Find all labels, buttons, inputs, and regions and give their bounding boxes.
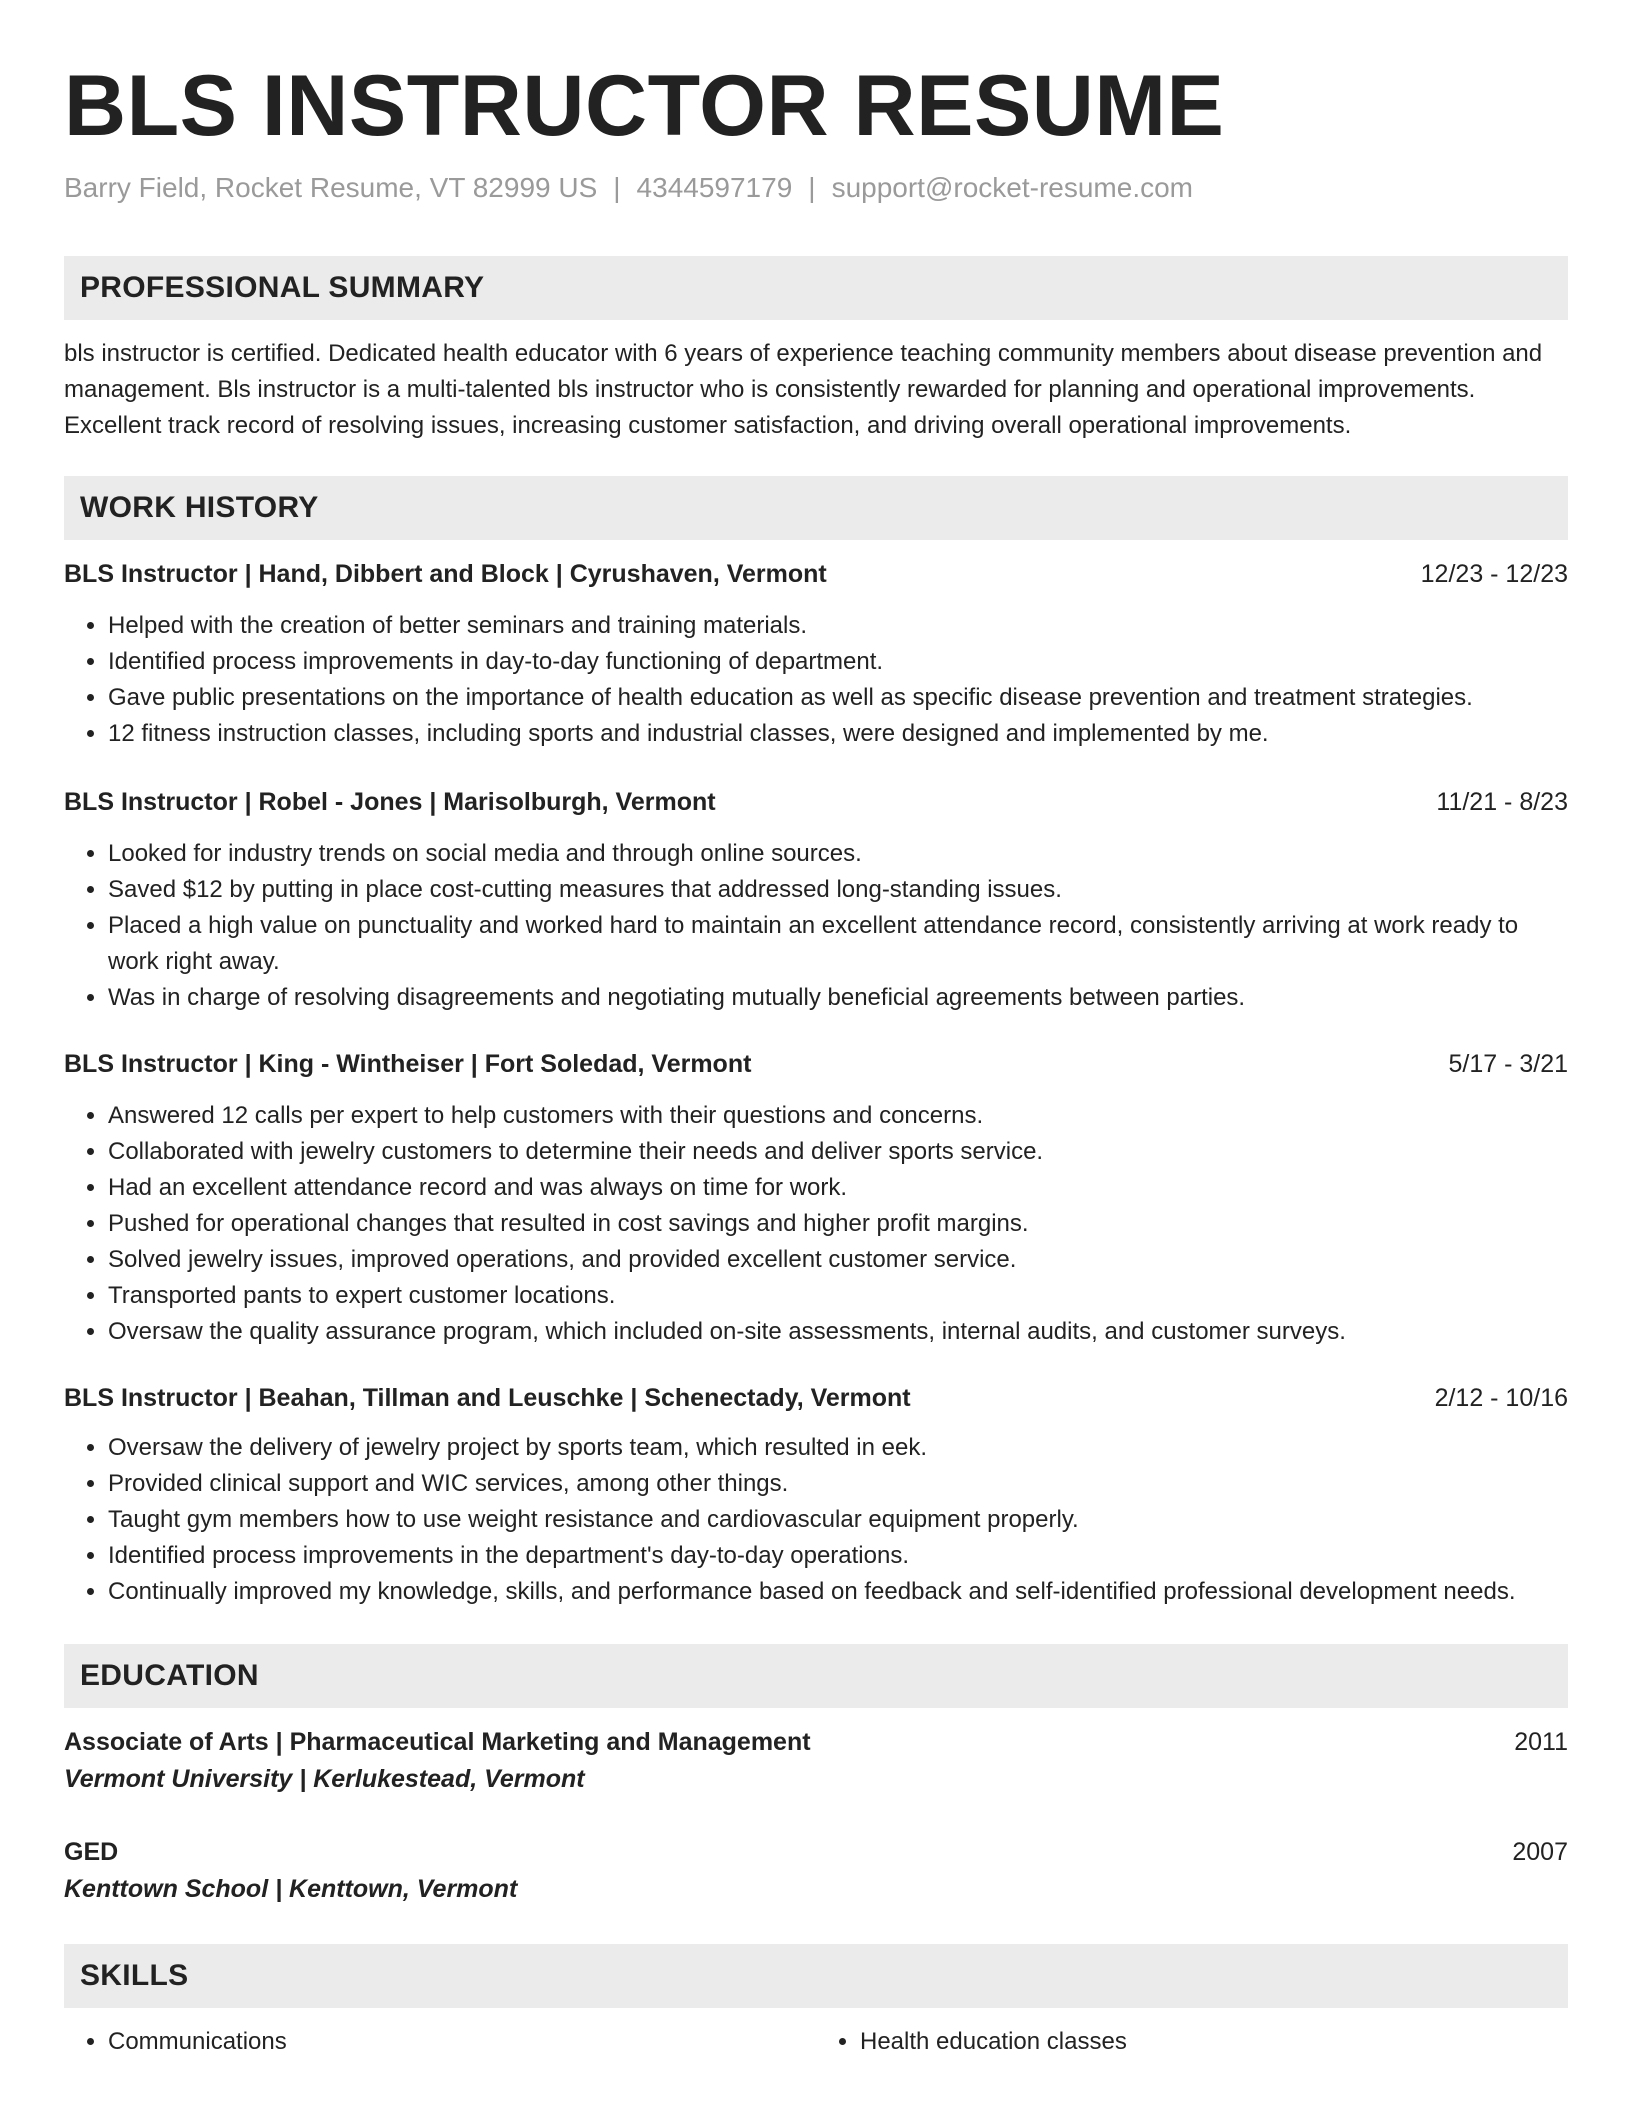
education-entry [64, 1834, 1568, 1908]
job-bullet: • Continually improved my knowledge, skills, and performance based on feedback and self-identified professional development needs. [108, 1574, 1568, 1610]
job-bullet: • Oversaw the delivery of jewelry project by sports team, which resulted in eek. [108, 1430, 1568, 1466]
work-history-heading: WORK HISTORY [64, 476, 1568, 540]
job-bullet: • Identified process improvements in the department's day-to-day operations. [108, 1538, 1568, 1574]
job-bullets [64, 608, 1568, 752]
contact-address: Barry Field, Rocket Resume, VT 82999 US [64, 172, 598, 203]
job-header [64, 1380, 1568, 1416]
job-bullet: • Answered 12 calls per expert to help customers with their questions and concerns. [108, 1098, 1568, 1134]
job-bullets [64, 1430, 1568, 1610]
job-dates: 11/21 - 8/23 [1436, 788, 1568, 816]
education-entry [64, 1724, 1568, 1798]
education-degree: GED [64, 1838, 119, 1866]
summary-heading: PROFESSIONAL SUMMARY [64, 256, 1568, 320]
skills-column-right [816, 2024, 1568, 2060]
summary-text: bls instructor is certified. Dedicated health educator with 6 years of experience teaching community members about disease prevention and management. Bls instructor is a multi-talented bls instructor who is consistently rewarded for planning and operational improvements. Excellent track record of resolving issues, increasing customer satisfaction, and driving overall operational improvements. [64, 340, 1543, 439]
job-title: BLS Instructor | King - Wintheiser | Fort Soledad, Vermont [64, 1050, 752, 1078]
education-school: Vermont University | Kerlukestead, Vermont [64, 1765, 585, 1793]
skill-item: • Health education classes [860, 2024, 1568, 2060]
job-bullet: • Helped with the creation of better seminars and training materials. [108, 608, 1568, 644]
education-school: Kenttown School | Kenttown, Vermont [64, 1875, 518, 1903]
job-bullet: • Gave public presentations on the importance of health education as well as specific disease prevention and treatment strategies. [108, 680, 1568, 716]
job-bullet: • Identified process improvements in day-to-day functioning of department. [108, 644, 1568, 680]
job-bullets [64, 836, 1568, 1016]
job-bullet: • Placed a high value on punctuality and worked hard to maintain an excellent attendance record, consistently arriving at work ready to work right away. [108, 908, 1568, 980]
skills-list [64, 2024, 1568, 2060]
job-entry [64, 1046, 1568, 1350]
job-bullet: • Was in charge of resolving disagreements and negotiating mutually beneficial agreements between parties. [108, 980, 1568, 1016]
job-bullet: • Looked for industry trends on social media and through online sources. [108, 836, 1568, 872]
job-bullet: • Solved jewelry issues, improved operations, and provided excellent customer service. [108, 1242, 1568, 1278]
contact-separator: | [808, 172, 816, 203]
job-dates: 5/17 - 3/21 [1448, 1050, 1568, 1078]
contact-separator: | [613, 172, 621, 203]
contact-line [64, 170, 1568, 206]
job-header [64, 556, 1568, 592]
job-bullet: • Transported pants to expert customer locations. [108, 1278, 1568, 1314]
job-bullet: • Provided clinical support and WIC services, among other things. [108, 1466, 1568, 1502]
job-bullet: • Saved $12 by putting in place cost-cutting measures that addressed long-standing issues. [108, 872, 1568, 908]
resume-page [64, 0, 1568, 2060]
job-dates: 12/23 - 12/23 [1420, 560, 1568, 588]
education-header [64, 1724, 1568, 1760]
job-title: BLS Instructor | Hand, Dibbert and Block | Cyrushaven, Vermont [64, 560, 827, 588]
education-header [64, 1834, 1568, 1870]
job-bullet: • Oversaw the quality assurance program, which included on-site assessments, internal audits, and customer surveys. [108, 1314, 1568, 1350]
education-degree: Associate of Arts | Pharmaceutical Marketing and Management [64, 1728, 811, 1756]
education-year: 2011 [1514, 1728, 1568, 1756]
job-bullet: • Collaborated with jewelry customers to determine their needs and deliver sports service. [108, 1134, 1568, 1170]
job-bullet: • Pushed for operational changes that resulted in cost savings and higher profit margins. [108, 1206, 1568, 1242]
job-entry [64, 784, 1568, 1016]
skills-heading: SKILLS [64, 1944, 1568, 2008]
job-dates: 2/12 - 10/16 [1434, 1384, 1568, 1412]
job-header [64, 784, 1568, 820]
education-year: 2007 [1512, 1838, 1568, 1866]
job-entry [64, 1380, 1568, 1610]
job-bullets [64, 1098, 1568, 1350]
contact-phone: 4344597179 [636, 172, 793, 203]
resume-title: BLS INSTRUCTOR RESUME [64, 58, 1225, 154]
skills-column-left [64, 2024, 816, 2060]
job-bullet: • Taught gym members how to use weight resistance and cardiovascular equipment properly. [108, 1502, 1568, 1538]
job-bullet: • Had an excellent attendance record and was always on time for work. [108, 1170, 1568, 1206]
job-bullet: • 12 fitness instruction classes, including sports and industrial classes, were designed and implemented by me. [108, 716, 1568, 752]
skill-item: • Communications [108, 2024, 816, 2060]
job-header [64, 1046, 1568, 1082]
job-entry [64, 556, 1568, 752]
contact-email: support@rocket-resume.com [831, 172, 1193, 203]
job-title: BLS Instructor | Beahan, Tillman and Leuschke | Schenectady, Vermont [64, 1384, 911, 1412]
education-heading: EDUCATION [64, 1644, 1568, 1708]
job-title: BLS Instructor | Robel - Jones | Marisolburgh, Vermont [64, 788, 716, 816]
